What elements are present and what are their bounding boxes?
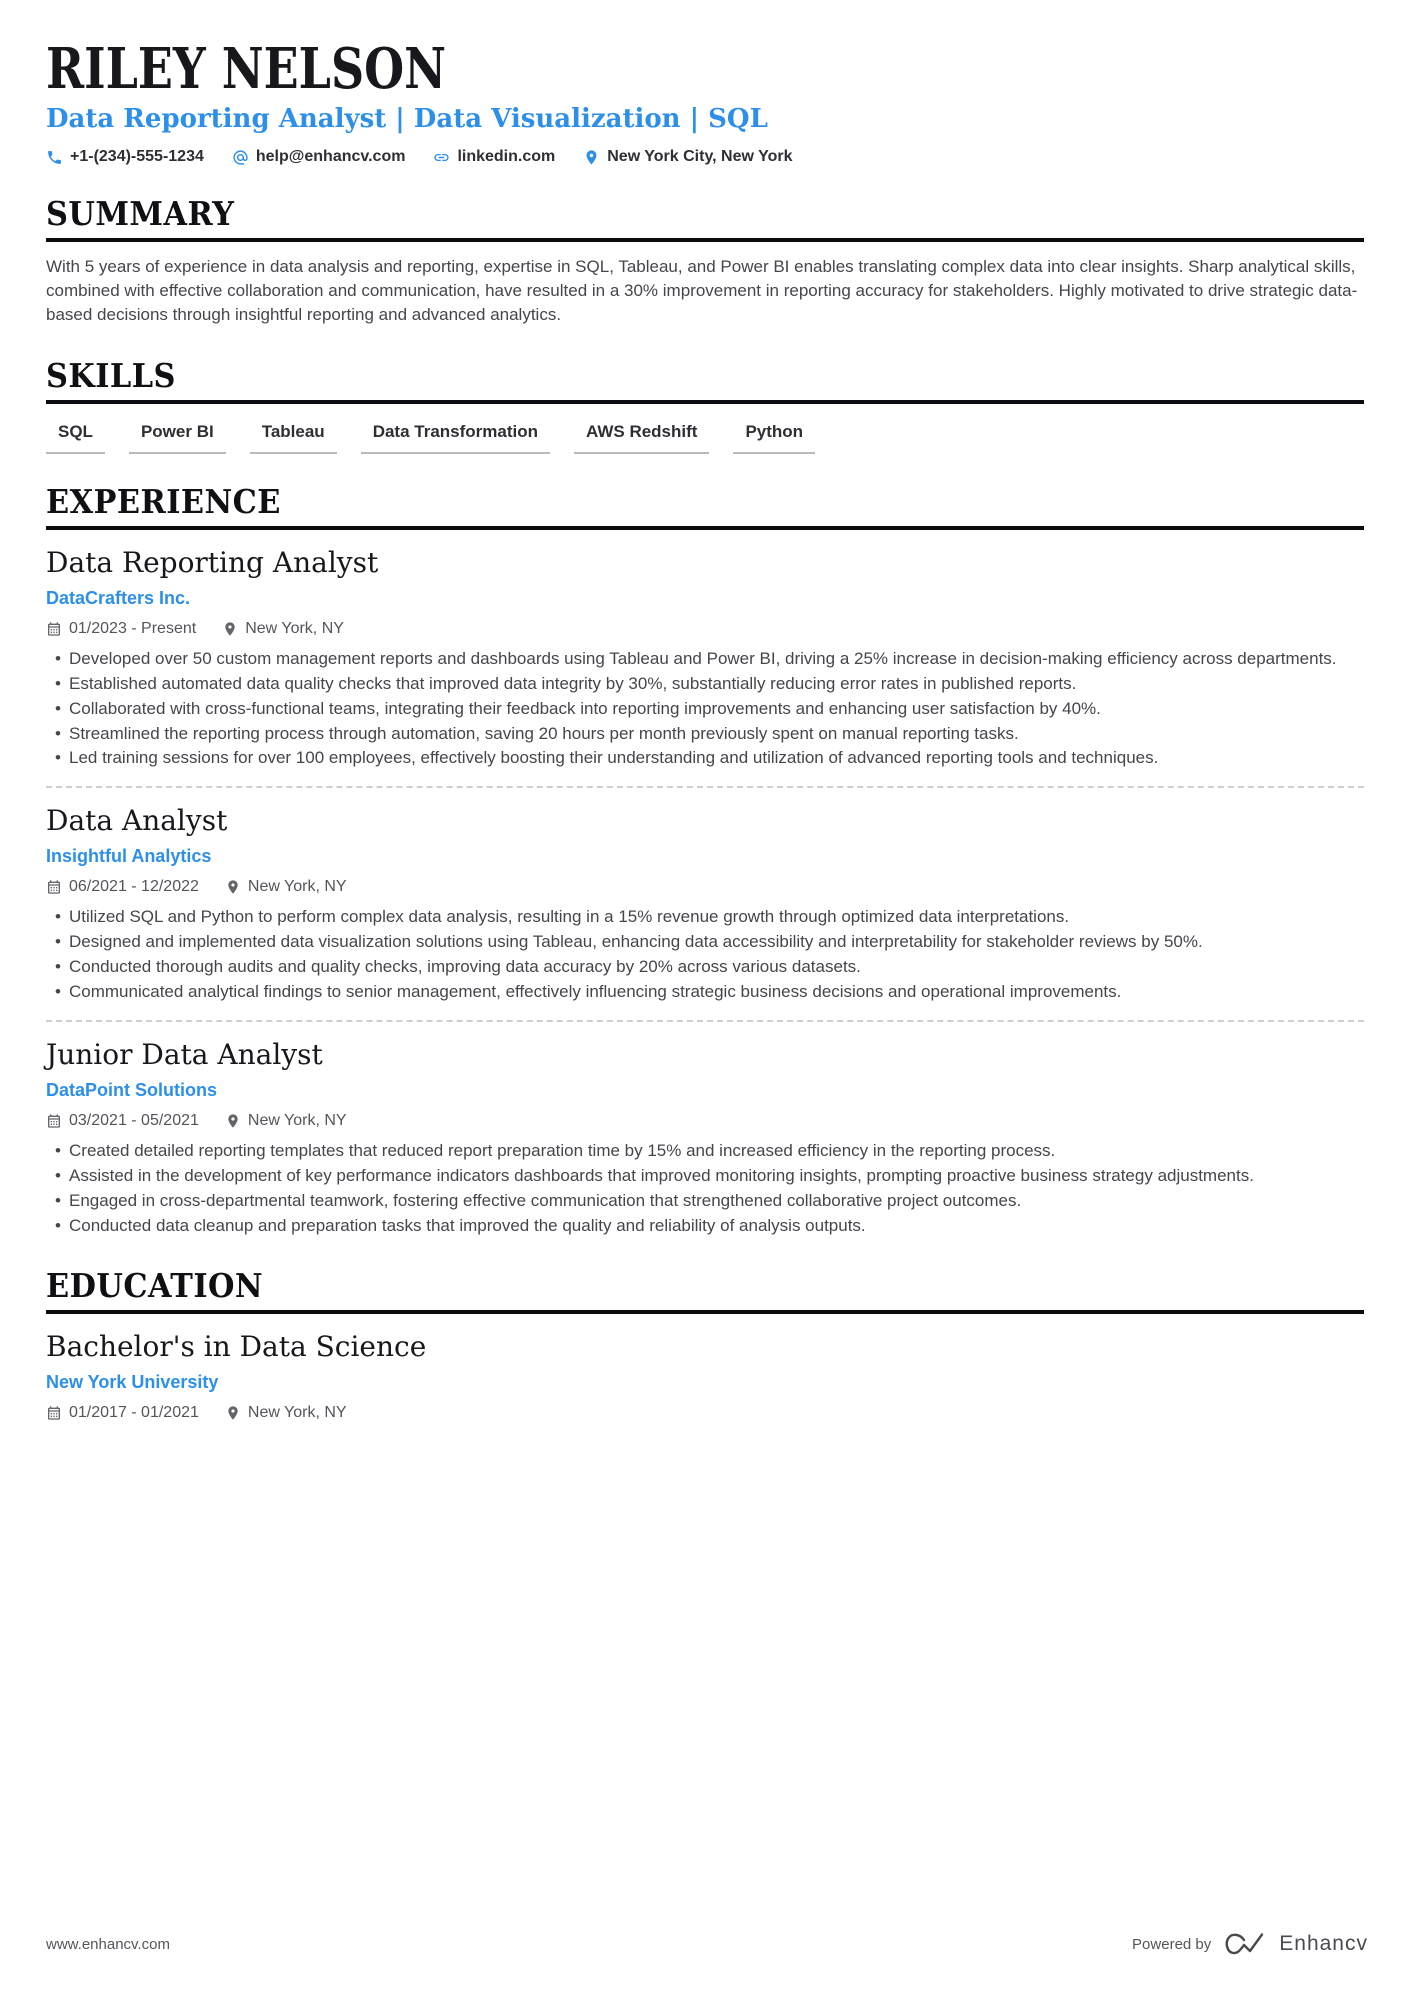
skill-tag: Tableau [250,422,337,454]
job-location [225,878,347,896]
experience-heading: EXPERIENCE [46,481,281,521]
contact-email[interactable] [232,148,406,166]
job-dates-value: 06/2021 - 12/2022 [69,878,199,896]
calendar-icon [46,879,62,895]
location-pin-icon [583,149,600,166]
experience-entry [46,546,1364,771]
entry-divider [46,786,1364,788]
education-location [225,1404,347,1422]
location-pin-icon [225,879,241,895]
bullet-item: • Developed over 50 custom management reports and dashboards using Tableau and Power BI, driving a 25% increase in decision-making efficiency across departments. [46,647,1364,671]
footer-branding [1132,1931,1368,1957]
experience-entry [46,1038,1364,1238]
contact-email-value[interactable]: help@enhancv.com [255,148,406,166]
job-dates [46,878,199,896]
skill-tag: Power BI [129,422,226,454]
resume-header [46,36,1364,166]
job-dates [46,1112,199,1130]
job-meta [46,878,1364,896]
bullet-item: • Established automated data quality checks that improved data integrity by 30%, substantially reducing error rates in published reports. [46,672,1364,696]
job-bullets [46,647,1364,771]
candidate-name: RILEY NELSON [46,36,447,102]
bullet-item: • Created detailed reporting templates that reduced report preparation time by 15% and increased efficiency in the reporting process. [46,1139,1364,1163]
job-location-value: New York, NY [247,878,347,896]
job-bullets [46,1139,1364,1238]
summary-text: With 5 years of experience in data analysis and reporting, expertise in SQL, Tableau, and Power BI enables translating complex data into clear insights. Sharp analytical skills, combined with effective collaboration and communication, have resulted in a 30% improvement in reporting accuracy for stakeholders. Highly motivated to drive strategic data-based decisions through insightful reporting and advanced analytics. [46,257,1358,325]
education-section [46,1266,1364,1422]
job-dates-value: 01/2023 - Present [69,619,197,637]
skill-tag: Data Transformation [361,422,550,454]
skills-section [46,356,1364,454]
section-rule [46,400,1364,404]
bullet-item: • Engaged in cross-departmental teamwork, fostering effective communication that strengthened collaborative project outcomes. [46,1189,1364,1213]
job-title: Data Reporting Analyst [46,545,379,579]
footer-site-link[interactable]: www.enhancv.com [46,1935,170,1953]
job-location [222,620,344,638]
education-dates-value: 01/2017 - 01/2021 [69,1404,199,1422]
bullet-item: • Utilized SQL and Python to perform complex data analysis, resulting in a 15% revenue growth through optimized data interpretations. [46,905,1364,929]
job-location-value: New York, NY [247,1112,347,1130]
link-icon [433,149,450,166]
section-rule [46,526,1364,530]
education-heading: EDUCATION [46,1266,264,1306]
bullet-item: • Communicated analytical findings to senior management, effectively influencing strategic business decisions and operational improvements. [46,980,1364,1004]
job-dates-value: 03/2021 - 05/2021 [69,1112,199,1130]
bullet-item: • Collaborated with cross-functional teams, integrating their feedback into reporting improvements and enhancing user satisfaction by 40%. [46,697,1364,721]
job-meta [46,1112,1364,1130]
skill-tag: SQL [46,422,105,454]
job-meta [46,620,1364,638]
contact-phone [46,148,204,166]
section-rule [46,1310,1364,1314]
calendar-icon [46,1113,62,1129]
education-location-value: New York, NY [247,1404,347,1422]
phone-icon [46,149,63,166]
skill-tag: Python [733,422,815,454]
skill-tag: AWS Redshift [574,422,709,454]
skills-heading: SKILLS [46,355,176,395]
job-title: Junior Data Analyst [46,1038,323,1072]
job-dates [46,620,196,638]
powered-by-label: Powered by [1132,1935,1212,1953]
email-icon [232,149,249,166]
entry-divider [46,1020,1364,1022]
location-pin-icon [225,1113,241,1129]
candidate-headline: Data Reporting Analyst | Data Visualization | SQL [46,104,768,135]
bullet-item: • Assisted in the development of key performance indicators dashboards that improved monitoring insights, prompting proactive business strategy adjustments. [46,1164,1364,1188]
contact-location-value: New York City, New York [607,148,793,166]
enhancv-brand-name[interactable]: Enhancv [1279,1932,1368,1955]
contact-phone-value: +1-(234)-555-1234 [70,148,204,166]
education-entry [46,1330,1364,1422]
bullet-item: • Streamlined the reporting process through automation, saving 20 hours per month previously spent on manual reporting tasks. [46,722,1364,746]
experience-section [46,482,1364,1239]
bullet-item: • Designed and implemented data visualization solutions using Tableau, enhancing data accessibility and interpretability for stakeholder reviews by 50%. [46,930,1364,954]
enhancv-logo-icon[interactable] [1224,1931,1266,1957]
summary-heading: SUMMARY [46,194,235,234]
calendar-icon [46,621,62,637]
degree-title: Bachelor's in Data Science [46,1330,427,1364]
experience-entry [46,804,1364,1004]
page-footer [46,1931,1368,1957]
summary-section [46,194,1364,327]
education-dates [46,1404,199,1422]
job-location-value: New York, NY [245,619,344,637]
job-bullets [46,905,1364,1004]
location-pin-icon [225,1405,241,1421]
job-title: Data Analyst [46,804,228,838]
contact-location [583,148,792,166]
contact-row [46,148,1364,166]
location-pin-icon [222,621,238,637]
skills-row [46,422,1364,454]
bullet-item: • Conducted thorough audits and quality checks, improving data accuracy by 20% across various datasets. [46,955,1364,979]
bullet-item: • Conducted data cleanup and preparation tasks that improved the quality and reliability of analysis outputs. [46,1214,1364,1238]
contact-website-value[interactable]: linkedin.com [457,148,556,166]
bullet-item: • Led training sessions for over 100 employees, effectively boosting their understanding and utilization of advanced reporting tools and techniques. [46,746,1364,770]
job-company: Insightful Analytics [46,846,212,867]
job-company: DataPoint Solutions [46,1080,217,1101]
calendar-icon [46,1405,62,1421]
school-name: New York University [46,1372,219,1393]
section-rule [46,238,1364,242]
job-company: DataCrafters Inc. [46,587,191,608]
job-location [225,1112,347,1130]
education-meta [46,1404,1364,1422]
contact-website[interactable] [433,148,555,166]
